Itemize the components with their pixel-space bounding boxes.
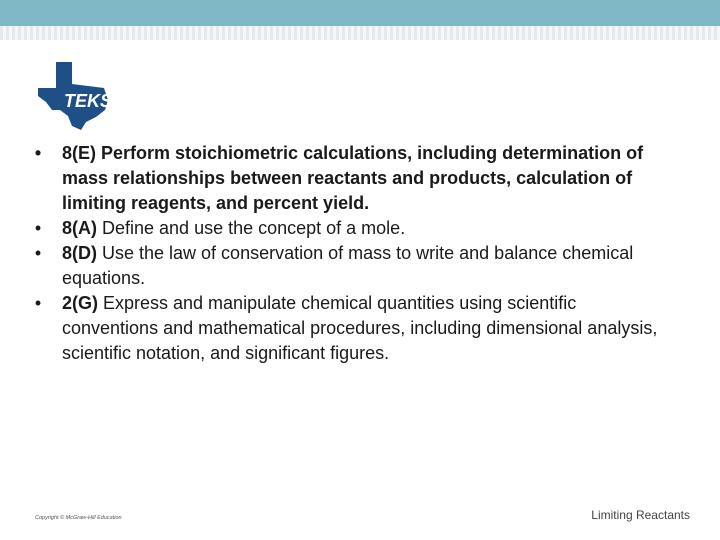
bullet-icon: • [34,218,42,238]
teks-logo [34,60,114,130]
bullet-icon: • [34,293,42,313]
standard-code: 2(G) [62,293,98,313]
header-texture [0,26,720,40]
standard-text: Express and manipulate chemical quantities using scientific conventions and mathematical procedures, including dimensional analysis, scientific notation, and significant figures. [62,293,658,363]
list-item [32,241,672,291]
standard-text: Define and use the concept of a mole. [97,218,406,238]
standard-code: 8(A) [62,218,97,238]
bullet-icon: • [34,143,42,163]
standard-text: Use the law of conservation of mass to write and balance chemical equations. [62,243,634,288]
standards-list [32,141,672,366]
standard-code: 8(E) [62,143,97,163]
standard-text: Perform stoichiometric calculations, including determination of mass relationships between reactants and products, calculation of limiting reagents, and percent yield. [62,143,644,213]
list-item [32,216,672,241]
bullet-icon: • [34,243,42,263]
list-item [32,291,672,366]
copyright-notice: Copyright © McGraw-Hill Education [35,515,122,521]
standard-code: 8(D) [62,243,97,263]
slide-footer-title: Limiting Reactants [591,508,690,522]
header-bar [0,0,720,26]
logo-text: TEKS [64,91,113,111]
list-item [32,141,672,216]
